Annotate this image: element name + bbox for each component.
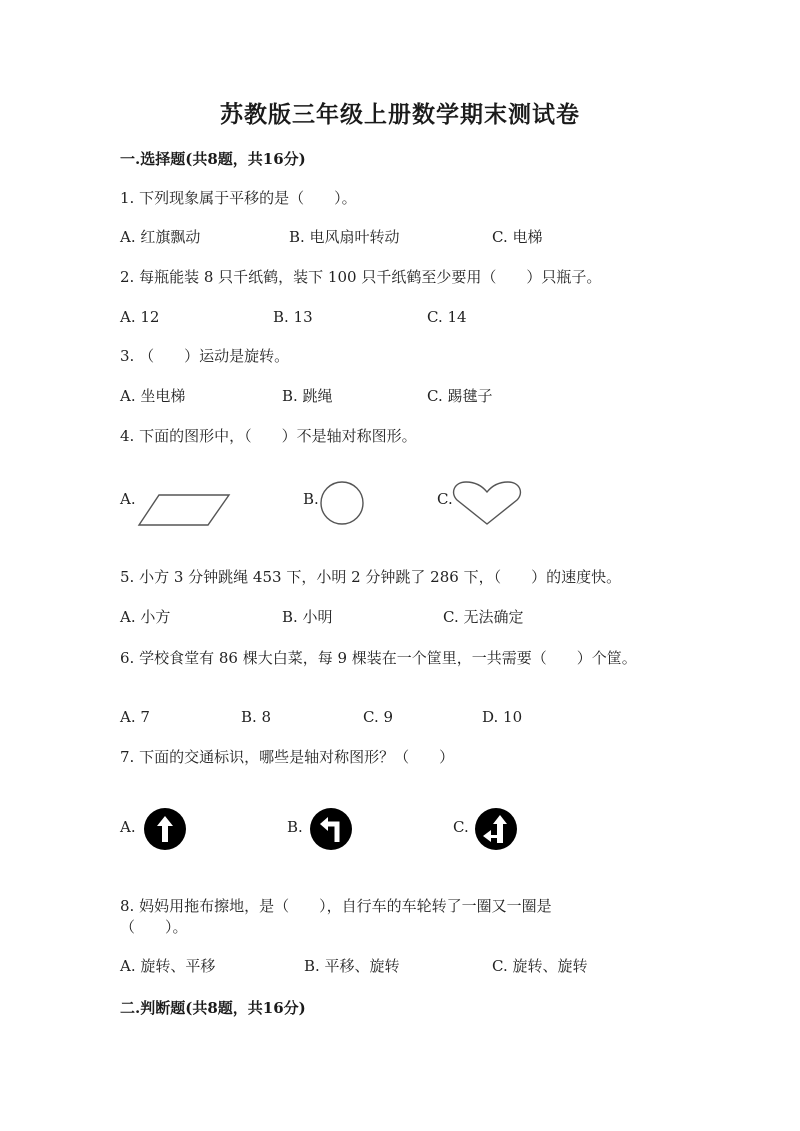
q6-option-d: D. 10: [482, 708, 523, 726]
heart-icon: [452, 480, 522, 526]
q5-option-b: B. 小明: [282, 608, 333, 626]
q8-option-a: A. 旋转、平移: [120, 957, 216, 975]
question-7: 7. 下面的交通标识，哪些是轴对称图形？（ ）: [120, 748, 455, 766]
question-8-line-1: 8. 妈妈用拖布擦地，是（ ），自行车的车轮转了一圈又一圈是: [120, 897, 552, 915]
question-1: 1. 下列现象属于平移的是（ ）。: [120, 189, 357, 207]
question-6: 6. 学校食堂有 86 棵大白菜，每 9 棵装在一个筐里，一共需要（ ）个筐。: [120, 649, 637, 667]
q8-option-b: B. 平移、旋转: [304, 957, 400, 975]
circle-icon: [319, 480, 365, 526]
q4-option-a: A.: [120, 490, 136, 508]
q6-option-c: C. 9: [363, 708, 394, 726]
q1-option-a: A. 红旗飘动: [120, 228, 201, 246]
q2-option-a: A. 12: [120, 308, 160, 326]
question-5: 5. 小方 3 分钟跳绳 453 下，小明 2 分钟跳了 286 下，（ ）的速度快。: [120, 568, 622, 586]
q3-option-a: A. 坐电梯: [120, 387, 186, 405]
turn-left-sign-icon: [309, 807, 353, 851]
q5-option-a: A. 小方: [120, 608, 171, 626]
q6-option-b: B. 8: [241, 708, 272, 726]
q3-option-b: B. 跳绳: [282, 387, 333, 405]
q1-option-b: B. 电风扇叶转动: [289, 228, 400, 246]
question-3: 3. （ ）运动是旋转。: [120, 347, 290, 365]
parallelogram-icon: [137, 493, 232, 527]
section-heading-judgement: 二.判断题(共8题，共16分): [120, 999, 306, 1017]
q1-option-c: C. 电梯: [492, 228, 543, 246]
q7-option-b: B.: [287, 818, 303, 836]
straight-or-left-sign-icon: [474, 807, 518, 851]
question-8-line-2: （ ）。: [120, 918, 188, 936]
q4-option-c: C.: [437, 490, 453, 508]
page-title: 苏教版三年级上册数学期末测试卷: [220, 101, 580, 128]
question-4: 4. 下面的图形中，（ ）不是轴对称图形。: [120, 427, 417, 445]
section-heading-choice: 一.选择题(共8题，共16分): [120, 150, 306, 168]
q7-option-c: C.: [453, 818, 469, 836]
q2-option-b: B. 13: [273, 308, 313, 326]
q5-option-c: C. 无法确定: [443, 608, 524, 626]
q7-option-a: A.: [120, 818, 136, 836]
q4-option-b: B.: [303, 490, 319, 508]
question-2: 2. 每瓶能装 8 只千纸鹤，装下 100 只千纸鹤至少要用（ ）只瓶子。: [120, 268, 602, 286]
q8-option-c: C. 旋转、旋转: [492, 957, 588, 975]
straight-arrow-sign-icon: [143, 807, 187, 851]
q6-option-a: A. 7: [120, 708, 150, 726]
q3-option-c: C. 踢毽子: [427, 387, 493, 405]
q2-option-c: C. 14: [427, 308, 467, 326]
